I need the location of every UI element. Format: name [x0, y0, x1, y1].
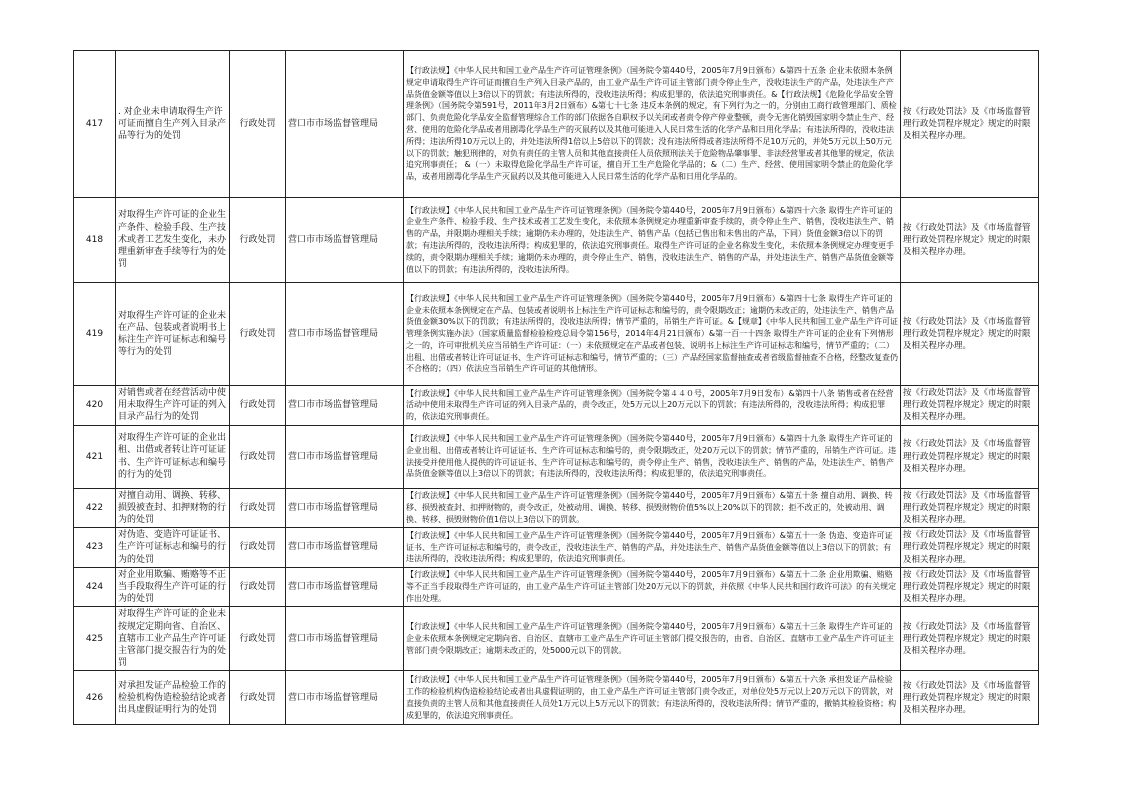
item-name: 对擅自动用、调换、转移、损毁被查封、扣押财物的行为的处罚 [116, 488, 230, 528]
item-category: 行政处罚 [230, 198, 286, 283]
handling-time-limit: 按《行政处罚法》及《市场监督管理行政处罚程序规定》规定的时限及相关程序办理。 [901, 671, 1039, 725]
row-number: 419 [74, 283, 116, 386]
item-category: 行政处罚 [230, 671, 286, 725]
table-row [74, 425, 1039, 488]
handling-time-limit: 按《行政处罚法》及《市场监督管理行政处罚程序规定》规定的时限及相关程序办理。 [901, 425, 1039, 488]
item-category: 行政处罚 [230, 425, 286, 488]
legal-basis: 【行政法规】《中华人民共和国工业产品生产许可证管理条例》（国务院令第440号，2005年7月9日颁布）&第五十一条 伪造、变造许可证证书、生产许可证标志和编号的，责令改正，没收违法生产、销售的产品，并处违法生产、销售产品货值金额等值以上3倍以下的罚款；有违法所得的，没收违法所得；构成犯罪的，依法追究刑事责任。 [404, 528, 901, 568]
legal-basis: 【行政法规】《中华人民共和国工业产品生产许可证管理条例》（国务院令第440号，2005年7月9日颁布）&第五十三条 取得生产许可证的企业未依照本条例规定定期向省、自治区、直辖市工业产品生产许可证主管部门提交报告的，由省、自治区、直辖市工业产品生产许可证主管部门责令限期改正；逾期未改正的，处5000元以下的罚款。 [404, 607, 901, 671]
table-body [74, 51, 1039, 725]
table-row [74, 386, 1039, 426]
responsible-department: 营口市市场监督管理局 [286, 488, 404, 528]
responsible-department: 营口市市场监督管理局 [286, 567, 404, 607]
legal-basis: 【行政法规】《中华人民共和国工业产品生产许可证管理条例》（国务院令第440号，2005年7月9日颁布）&第五十六条 承担发证产品检验工作的检验机构伪造检验结论或者出具虚假证明的，由工业产品生产许可证主管部门责令改正，对单位处5万元以上20万元以下的罚款，对直接负责的主管人员和其他直接责任人员处1万元以上5万元以下的罚款；有违法所得的，没收违法所得；情节严重的，撤销其检验资格；构成犯罪的，依法追究刑事责任。 [404, 671, 901, 725]
table-row [74, 283, 1039, 386]
item-name: 对企业用欺骗、贿赂等不正当手段取得生产许可证的行为的处罚 [116, 567, 230, 607]
item-name: 对取得生产许可证的企业生产条件、检验手段、生产技术或者工艺发生变化，未办理重新审查手续等行为的处罚 [116, 198, 230, 283]
responsible-department: 营口市市场监督管理局 [286, 607, 404, 671]
legal-basis: 【行政法规】《中华人民共和国工业产品生产许可证管理条例》（国务院令第440号，2005年7月9日颁布）&第四十五条 企业未依照本条例规定申请取得生产许可证而擅自生产列入目录产品的，由工业产品生产许可证主管部门责令停止生产，没收违法生产的产品，处违法生产产品货值金额等值以上3倍以下的罚款；有违法所得的，没收违法所得；构成犯罪的，依法追究刑事责任。&【行政法规】《危险化学品安全管理条例》（国务院令第591号，2011年3月2日颁布）&第七十七条 违反本条例的规定，有下列行为之一的，分别由工商行政管理部门、质检部门、负责危险化学品安全监督管理综合工作的部门依据各自职权予以关闭或者责令停产停业整顿，责令无害化销毁国家明令禁止生产、经营、使用的危险化学品或者用剧毒化学品生产的灭鼠药以及其他可能进入人民日常生活的化学产品和日用化学品；有违法所得的，没收违法所得；违法所得10万元以上的，并处违法所得1倍以上5倍以下的罚款；没有违法所得或者违法所得不足10万元的，并处5万元以上50万元以下的罚款；触犯刑律的，对负有责任的主管人员和其他直接责任人员依照刑法关于危险物品肇事罪、非法经营罪或者其他罪的规定，依法追究刑事责任； &（一）未取得危险化学品生产许可证，擅自开工生产危险化学品的；&（二）生产、经营、使用国家明令禁止的危险化学品，或者用剧毒化学品生产灭鼠药以及其他可能进入人民日常生活的化学产品和日用化学品的。 [404, 51, 901, 198]
item-category: 行政处罚 [230, 51, 286, 198]
responsible-department: 营口市市场监督管理局 [286, 283, 404, 386]
item-category: 行政处罚 [230, 488, 286, 528]
item-name: 对取得生产许可证的企业未在产品、包装或者说明书上标注生产许可证标志和编号等行为的处罚 [116, 283, 230, 386]
legal-basis: 【行政法规】《中华人民共和国工业产品生产许可证管理条例》（国务院令第440号，2005年7月9日颁布）&第五十二条 企业用欺骗、贿赂等不正当手段取得生产许可证的，由工业产品生产许可证主管部门处20万元以下的罚款，并依照《中华人民共和国行政许可法》的有关规定作出处理。 [404, 567, 901, 607]
penalty-items-table [73, 50, 1039, 725]
row-number: 426 [74, 671, 116, 725]
handling-time-limit: 按《行政处罚法》及《市场监督管理行政处罚程序规定》规定的时限及相关程序办理。 [901, 528, 1039, 568]
responsible-department: 营口市市场监督管理局 [286, 386, 404, 426]
row-number: 423 [74, 528, 116, 568]
row-number: 425 [74, 607, 116, 671]
item-category: 行政处罚 [230, 386, 286, 426]
table-row [74, 567, 1039, 607]
table-row [74, 671, 1039, 725]
handling-time-limit: 按《行政处罚法》及《市场监督管理行政处罚程序规定》规定的时限及相关程序办理。 [901, 51, 1039, 198]
responsible-department: 营口市市场监督管理局 [286, 671, 404, 725]
legal-basis: 【行政法规】《中华人民共和国工业产品生产许可证管理条例》（国务院令第４４０号，2005年7月9日发布）&第四十八条 销售或者在经营活动中使用未取得生产许可证的列入目录产品的，责令改正，处5万元以上20万元以下的罚款；有违法所得的，没收违法所得；构成犯罪的，依法追究刑事责任。 [404, 386, 901, 426]
handling-time-limit: 按《行政处罚法》及《市场监督管理行政处罚程序规定》规定的时限及相关程序办理。 [901, 567, 1039, 607]
legal-basis: 【行政法规】《中华人民共和国工业产品生产许可证管理条例》（国务院令第440号，2005年7月9日颁布）&第四十七条 取得生产许可证的企业未依照本条例规定在产品、包装或者说明书上标注生产许可证标志和编号的，责令限期改正；逾期仍未改正的，处违法生产、销售产品货值金额30%以下的罚款；有违法所得的，没收违法所得；情节严重的，吊销生产许可证。&【规章】《中华人民共和国工业产品生产许可证管理条例实施办法》（国家质量监督检验检疫总局令第156号，2014年4月21日颁布）&第一百一十四条 取得生产许可证的企业有下列情形之一的，许可审批机关应当吊销生产许可证：（一）未依照规定在产品或者包装、说明书上标注生产许可证标志和编号，情节严重的；（二）出租、出借或者转让许可证证书、生产许可证标志和编号，情节严重的；（三）产品经国家监督抽查或者省级监督抽查不合格，经整改复查仍不合格的；（四）依法应当吊销生产许可证的其他情形。 [404, 283, 901, 386]
item-name: . 对企业未申请取得生产许可证而擅自生产列入目录产品等行为的处罚 [116, 51, 230, 198]
item-category: 行政处罚 [230, 567, 286, 607]
item-name: 对承担发证产品检验工作的检验机构伪造检验结论或者出具虚假证明行为的处罚 [116, 671, 230, 725]
handling-time-limit: 按《行政处罚法》及《市场监督管理行政处罚程序规定》规定的时限及相关程序办理。 [901, 283, 1039, 386]
item-name: 对取得生产许可证的企业未按规定定期向省、自治区、直辖市工业产品生产许可证主管部门提交报告行为的处罚 [116, 607, 230, 671]
row-number: 422 [74, 488, 116, 528]
table-row [74, 198, 1039, 283]
handling-time-limit: 按《行政处罚法》及《市场监督管理行政处罚程序规定》规定的时限及相关程序办理。 [901, 488, 1039, 528]
table-row [74, 528, 1039, 568]
item-name: 对销售或者在经营活动中使用未取得生产许可证的列入目录产品行为的处罚 [116, 386, 230, 426]
legal-basis: 【行政法规】《中华人民共和国工业产品生产许可证管理条例》（国务院令第440号，2005年7月9日颁布）&第四十九条 取得生产许可证的企业出租、出借或者转让许可证证书、生产许可证标志和编号的，责令限期改正，处20万元以下的罚款；情节严重的，吊销生产许可证。违法接受并使用他人提供的许可证证书、生产许可证标志和编号的，责令停止生产、销售，没收违法生产、销售的产品，处违法生产、销售产品货值金额等值以上3倍以下的罚款；有违法所得的，没收违法所得；构成犯罪的，依法追究刑事责任。 [404, 425, 901, 488]
responsible-department: 营口市市场监督管理局 [286, 198, 404, 283]
table-row [74, 51, 1039, 198]
row-number: 418 [74, 198, 116, 283]
row-number: 417 [74, 51, 116, 198]
item-category: 行政处罚 [230, 607, 286, 671]
item-category: 行政处罚 [230, 283, 286, 386]
item-category: 行政处罚 [230, 528, 286, 568]
item-name: 对伪造、变造许可证证书、生产许可证标志和编号的行为的处罚 [116, 528, 230, 568]
row-number: 420 [74, 386, 116, 426]
responsible-department: 营口市市场监督管理局 [286, 51, 404, 198]
row-number: 424 [74, 567, 116, 607]
legal-basis: 【行政法规】《中华人民共和国工业产品生产许可证管理条例》（国务院令第440号，2005年7月9日颁布）&第五十条 擅自动用、调换、转移、损毁被查封、扣押财物的，责令改正，处被动用、调换、转移、损毁财物价值5%以上20%以下的罚款；拒不改正的，处被动用、调换、转移、损毁财物价值1倍以上3倍以下的罚款。 [404, 488, 901, 528]
responsible-department: 营口市市场监督管理局 [286, 425, 404, 488]
table-row [74, 607, 1039, 671]
handling-time-limit: 按《行政处罚法》及《市场监督管理行政处罚程序规定》规定的时限及相关程序办理。 [901, 607, 1039, 671]
table-row [74, 488, 1039, 528]
handling-time-limit: 按《行政处罚法》及《市场监督管理行政处罚程序规定》规定的时限及相关程序办理。 [901, 386, 1039, 426]
row-number: 421 [74, 425, 116, 488]
responsible-department: 营口市市场监督管理局 [286, 528, 404, 568]
legal-basis: 【行政法规】《中华人民共和国工业产品生产许可证管理条例》（国务院令第440号，2005年7月9日颁布）&第四十六条 取得生产许可证的企业生产条件、检验手段、生产技术或者工艺发生变化，未依照本条例规定办理重新审查手续的，责令停止生产、销售，没收违法生产、销售的产品，并限期办理相关手续；逾期仍未办理的，处违法生产、销售产品（包括已售出和未售出的产品，下同）货值金额3倍以下的罚款；有违法所得的，没收违法所得；构成犯罪的，依法追究刑事责任。取得生产许可证的企业名称发生变化，未依照本条例规定办理变更手续的，责令限期办理相关手续；逾期仍未办理的，责令停止生产、销售，没收违法生产、销售的产品，并处违法生产、销售产品货值金额等值以下的罚款；有违法所得的，没收违法所得。 [404, 198, 901, 283]
item-name: 对取得生产许可证的企业出租、出借或者转让许可证证书、生产许可证标志和编号的行为的处罚 [116, 425, 230, 488]
handling-time-limit: 按《行政处罚法》及《市场监督管理行政处罚程序规定》规定的时限及相关程序办理。 [901, 198, 1039, 283]
